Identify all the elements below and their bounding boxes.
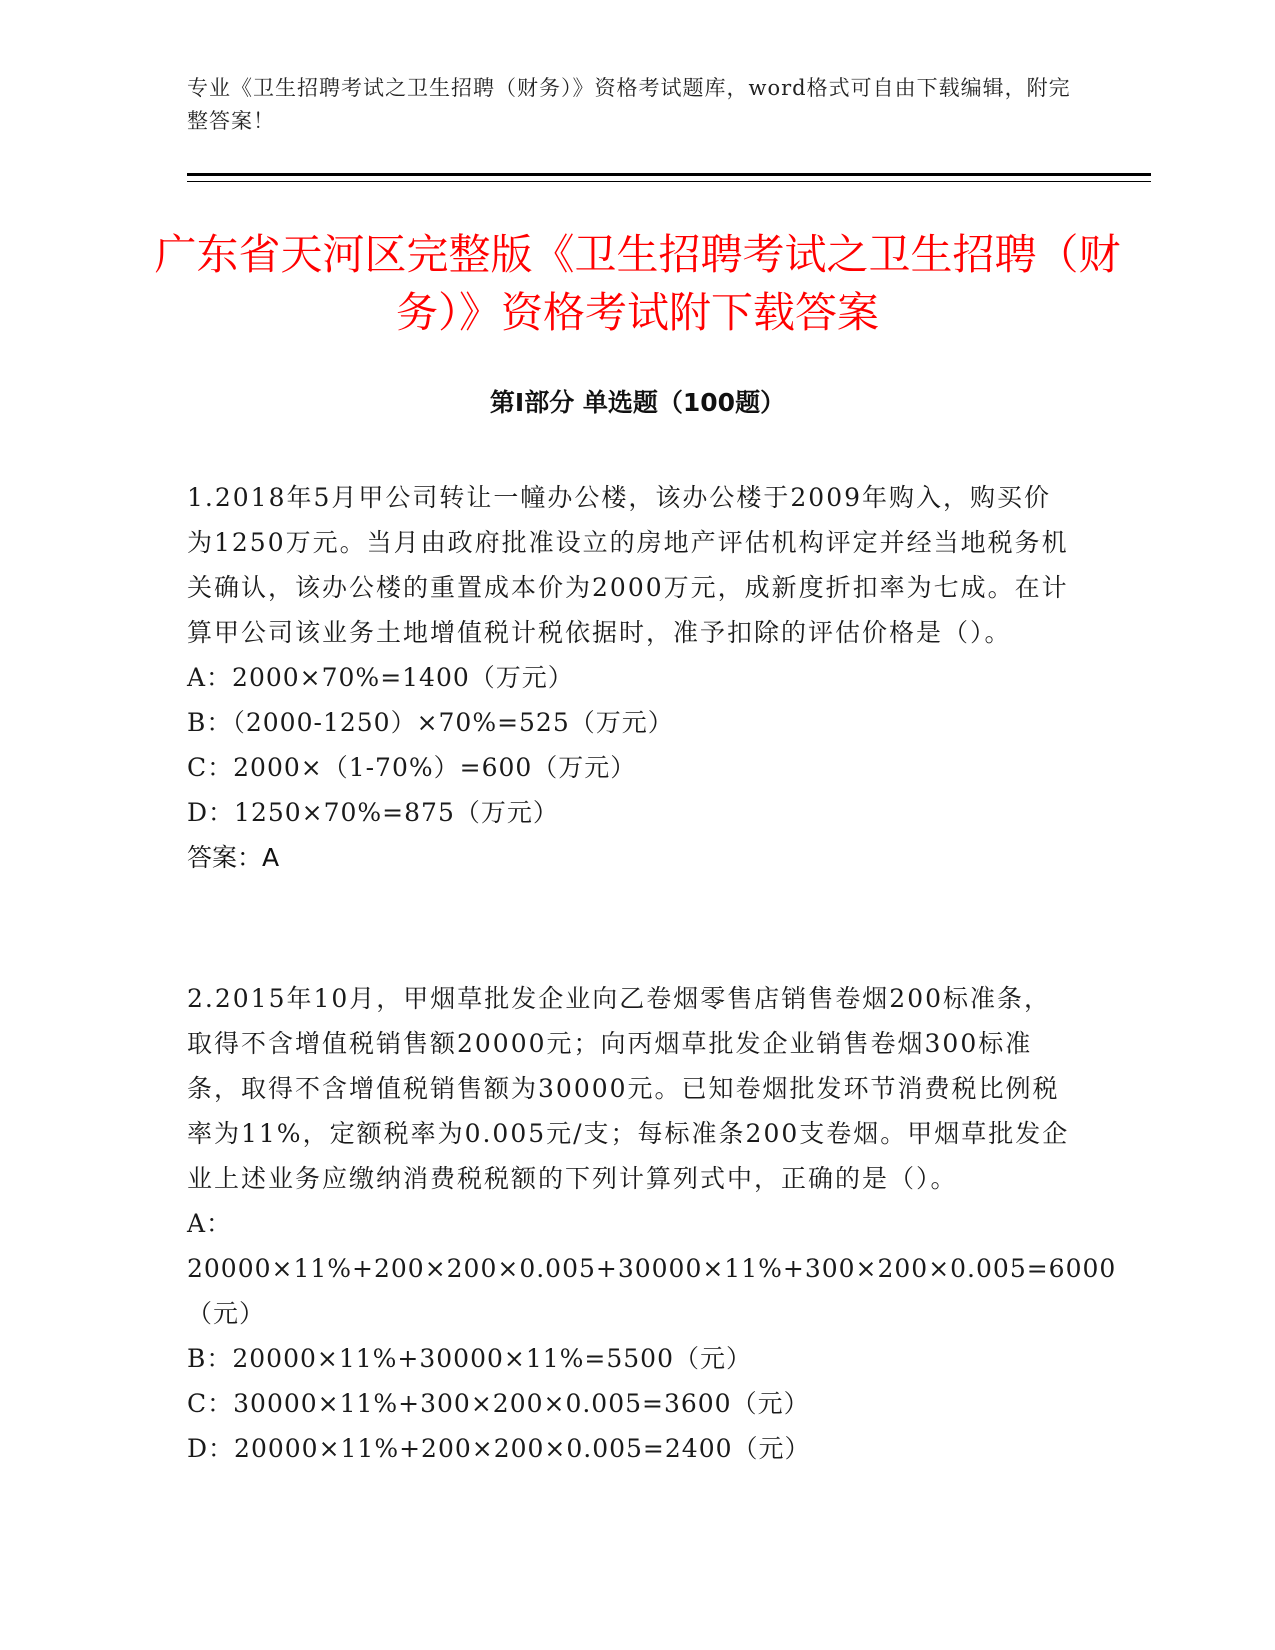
option-a: A：2000×70%=1400（万元） xyxy=(187,663,574,692)
header-divider-thin xyxy=(187,181,1151,182)
question-stem: 2.2015年10月，甲烟草批发企业向乙卷烟零售店销售卷烟200标准条，取得不含增值税销售额20000元；向丙烟草批发企业销售卷烟300标准条，取得不含增值税销售额为30000元。已知卷烟批发环节消费税比例税率为11%，定额税率为0.005元/支；每标准条200支卷烟。甲烟草批发企业上述业务应缴纳消费税税额的下列计算列式中，正确的是（）。 xyxy=(187,984,1070,1193)
document-title: 广东省天河区完整版《卫生招聘考试之卫生招聘（财务）》资格考试附下载答案 xyxy=(154,230,1121,337)
question-stem: 1.2018年5月甲公司转让一幢办公楼，该办公楼于2009年购入，购买价为1250万元。当月由政府批准设立的房地产评估机构评定并经当地税务机关确认，该办公楼的重置成本价为2000万元，成新度折扣率为七成。在计算甲公司该业务土地增值税计税依据时，准予扣除的评估价格是（）。 xyxy=(187,483,1069,647)
question-2 xyxy=(187,976,1117,1471)
header-note: 专业《卫生招聘考试之卫生招聘（财务）》资格考试题库，word格式可自由下载编辑，附完整答案！ xyxy=(187,76,1071,133)
header-divider-thick xyxy=(187,173,1151,176)
option-list xyxy=(187,1201,1117,1471)
option-b: B：（2000-1250）×70%=525（万元） xyxy=(187,708,674,737)
option-c: C：30000×11%+300×200×0.005=3600（元） xyxy=(187,1389,810,1418)
section-title: 第I部分 单选题（100题） xyxy=(489,388,786,417)
option-c: C：2000×（1-70%）=600（万元） xyxy=(187,753,637,782)
option-a: A：20000×11%+200×200×0.005+30000×11%+300×200×0.005=6000（元） xyxy=(187,1209,1117,1328)
option-list xyxy=(187,655,1077,835)
option-d: D：1250×70%=875（万元） xyxy=(187,798,559,827)
option-b: B：20000×11%+30000×11%=5500（元） xyxy=(187,1344,752,1373)
answer: 答案：A xyxy=(187,843,280,872)
question-1 xyxy=(187,475,1077,881)
option-d: D：20000×11%+200×200×0.005=2400（元） xyxy=(187,1434,811,1463)
